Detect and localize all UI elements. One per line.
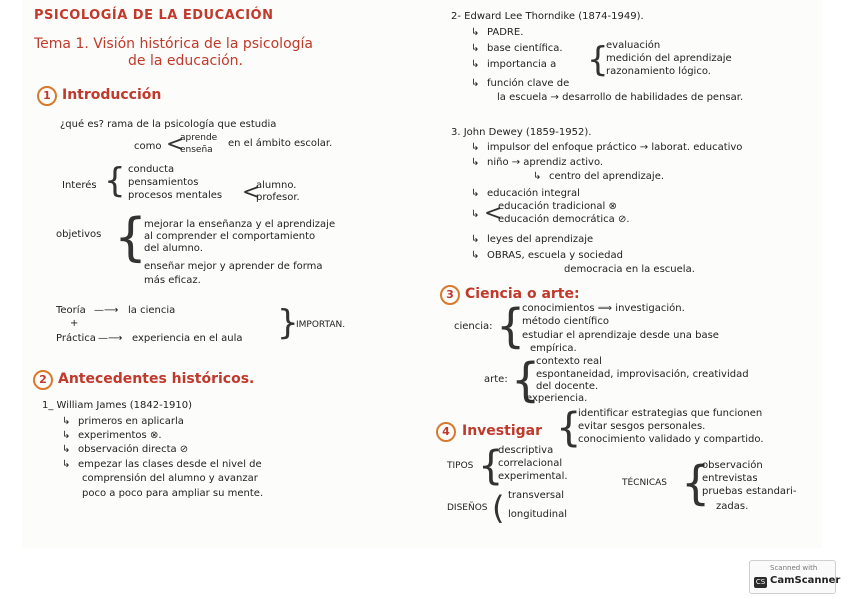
arte-espontaneidad: espontaneidad, improvisación, creatividad [536,369,749,380]
importan-text: IMPORTAN. [296,320,346,330]
badge-caption: Scanned with [770,564,818,572]
arte-label: arte: [484,374,508,385]
tecnicas-label: TÉCNICAS [622,478,668,488]
arte-contexto: contexto real [536,356,602,367]
interes-label: Interés [62,180,97,191]
james-point-3: observación directa ⊘ [78,444,189,455]
arrow-icon: —⟶ [98,333,123,344]
dewey-tradicional: educación tradicional ⊗ [498,201,617,212]
brace-icon: } [277,303,299,343]
dewey-educacion-integral: educación integral [487,188,580,199]
ensena-text: enseña [180,145,213,155]
thorndike-padre: PADRE. [487,27,524,38]
arte-experiencia: experiencia. [526,393,588,404]
dewey-impulsor: impulsor del enfoque práctico → laborat. educativo [487,142,743,153]
dewey-obras-2: democracia en la escuela. [564,264,695,275]
section-number-3: 3 [440,285,460,305]
bullet-icon: ↳ [471,43,480,54]
bullet-icon: ↳ [471,142,480,153]
dewey-nino: niño → aprendiz activo. [487,157,604,168]
aprende-text: aprende [180,133,218,143]
thorndike-base: base científica. [487,43,563,54]
que-es-text: ¿qué es? rama de la psicología que estudia [60,119,277,130]
brace-icon: { [511,353,541,407]
camscanner-logo-icon: CS [755,578,766,586]
topic-title-line1: Tema 1. Visión histórica de la psicología [34,36,313,52]
brace-icon: { [104,161,126,201]
como-label: como [134,141,162,152]
thorndike-importancia: importancia a [487,59,557,70]
tipo-correlacional: correlacional [498,458,563,469]
section-number-4: 4 [436,422,456,442]
bracket-icon: < [166,132,185,157]
brace-icon: { [496,299,526,353]
bullet-icon: ↳ [471,27,480,38]
brace-icon: { [681,456,711,510]
topic-title-line2: de la educación. [128,53,243,69]
investigar-conocimiento: conocimiento validado y compartido. [578,434,764,445]
bullet-icon: ↳ [62,430,71,441]
thorndike-title: 2- Edward Lee Thorndike (1874-1949). [451,11,644,22]
interes-profesor: profesor. [256,192,300,203]
diseno-transversal: transversal [508,490,565,501]
ciencia-estudiar: estudiar el aprendizaje desde una base [522,330,719,341]
brace-icon: { [114,208,148,268]
tecnica-pruebas: pruebas estandari- [702,486,797,497]
james-title: 1_ William James (1842-1910) [42,400,193,411]
bullet-icon: ↳ [62,444,71,455]
arrow-icon: —⟶ [94,305,119,316]
section-title-investigar: Investigar [462,423,542,439]
bullet-icon: ↳ [471,157,480,168]
brace-icon: { [556,405,582,451]
interes-conducta: conducta [128,164,175,175]
bullet-icon: ↳ [471,188,480,199]
investigar-sesgos: evitar sesgos personales. [578,421,706,432]
james-point-1: primeros en aplicarla [78,416,184,427]
brace-icon: ( [492,489,505,527]
section-title-antecedentes: Antecedentes históricos. [58,371,255,387]
bullet-icon: ↳ [62,416,71,427]
thorndike-medicion: medición del aprendizaje [606,53,732,64]
bullet-icon: ↳ [471,209,480,220]
section-number-2: 2 [33,370,53,390]
bullet-icon: ↳ [471,59,480,70]
tipos-label: TIPOS [447,461,474,471]
plus-sign: + [70,318,79,329]
teoria-label: Teoría [56,305,86,316]
tecnica-observacion: observación [702,460,763,471]
ciencia-conocimientos: conocimientos ⟹ investigación. [522,303,685,314]
interes-procesos: procesos mentales [128,190,223,201]
practica-experiencia: experiencia en el aula [132,333,243,344]
objetivo-2b: más eficaz. [144,275,201,286]
badge-brand: CamScanner [770,575,841,586]
bracket-icon: < [484,201,503,226]
objetivo-1: mejorar la enseñanza y el aprendizaje [144,219,336,230]
bracket-icon: < [242,180,261,205]
thorndike-razonamiento: razonamiento lógico. [606,66,711,77]
diseno-longitudinal: longitudinal [508,509,567,520]
james-point-4: empezar las clases desde el nivel de [78,459,262,470]
page-title: PSICOLOGÍA DE LA EDUCACIÓN [34,8,274,23]
bullet-icon: ↳ [471,78,480,89]
objetivo-2: enseñar mejor y aprender de forma [144,261,323,272]
james-point-4b: comprensión del alumno y avanzar [82,473,258,484]
ciencia-label: ciencia: [454,321,493,332]
ciencia-empirica: empírica. [530,343,577,354]
teoria-ciencia: la ciencia [128,305,176,316]
james-point-2: experimentos ⊗. [78,430,162,441]
arte-docente: del docente. [536,381,599,392]
objetivo-1b: al comprender el comportamiento [144,231,316,242]
thorndike-escuela: la escuela → desarrollo de habilidades de pensar. [497,92,744,103]
brace-icon: { [478,443,504,489]
bullet-icon: ↳ [471,234,480,245]
brace-icon: { [587,40,609,80]
ambito-text: en el ámbito escolar. [228,138,333,149]
james-point-4c: poco a poco para ampliar su mente. [82,488,264,499]
investigar-identificar: identificar estrategias que funcionen [578,408,763,419]
scanner-badge [749,560,841,594]
bullet-icon: ↳ [471,250,480,261]
section-title-introduccion: Introducción [62,87,162,103]
section-title-ciencia-arte: Ciencia o arte: [465,286,580,302]
dewey-leyes: leyes del aprendizaje [487,234,594,245]
ciencia-metodo: método científico [522,316,609,327]
thorndike-funcion: función clave de [487,78,570,89]
interes-alumno: alumno. [256,180,297,191]
section-number-1: 1 [37,86,57,106]
bullet-icon: ↳ [62,459,71,470]
tecnica-pruebas-2: zadas. [716,501,749,512]
dewey-obras: OBRAS, escuela y sociedad [487,250,623,261]
disenos-label: DISEÑOS [447,503,488,513]
dewey-centro: centro del aprendizaje. [549,171,665,182]
tipo-descriptiva: descriptiva [498,445,554,456]
practica-label: Práctica [56,333,96,344]
objetivos-label: objetivos [56,229,102,240]
tecnica-entrevistas: entrevistas [702,473,758,484]
interes-pensamientos: pensamientos [128,177,199,188]
dewey-democratica: educación democrática ⊘. [498,214,630,225]
bullet-icon: ↳ [533,171,542,182]
thorndike-evaluacion: evaluación [606,40,661,51]
objetivo-1c: del alumno. [144,243,203,254]
dewey-title: 3. John Dewey (1859-1952). [451,127,592,138]
tipo-experimental: experimental. [498,471,568,482]
